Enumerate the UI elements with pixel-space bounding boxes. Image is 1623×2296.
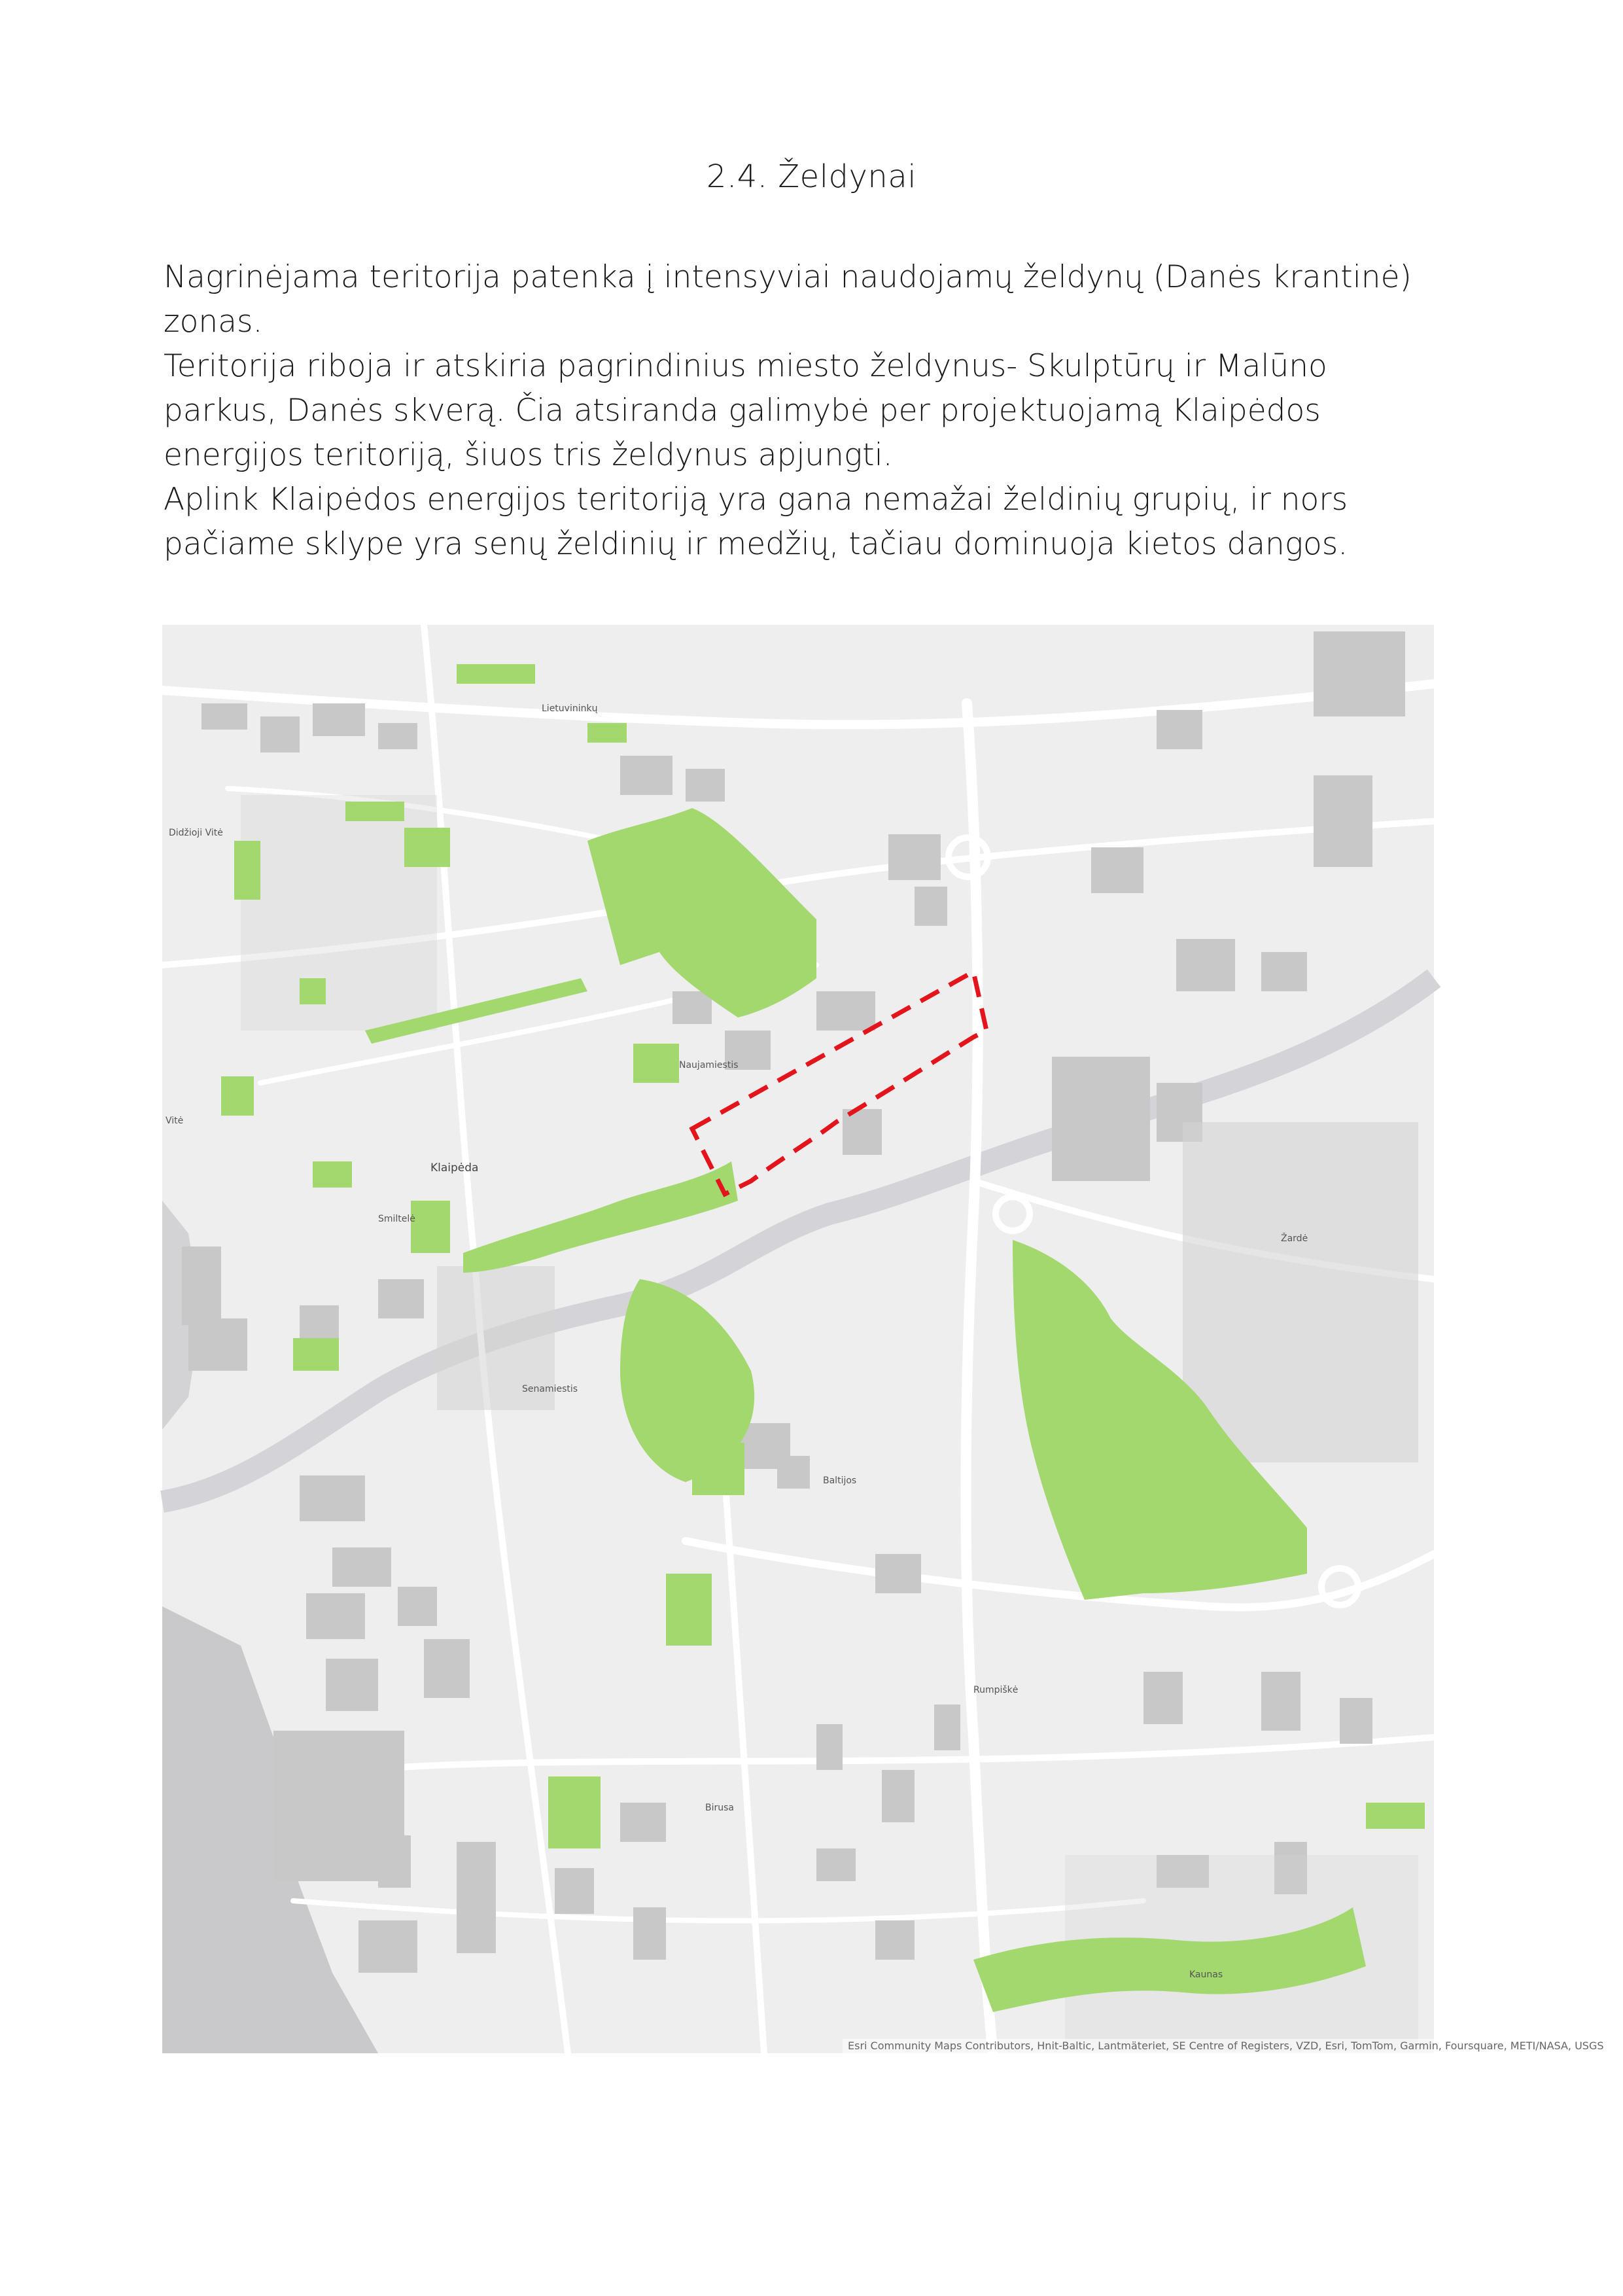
park-left-1 bbox=[234, 841, 260, 900]
paragraph-2: Teritorija riboja ir atskiria pagrindinius miesto želdynus- Skulptūrų ir Malūno parkus, Danės skverą. Čia atsiranda galimybė per projektuojamą Klaipėdos energijos teritoriją, šiuos tris želdynus apjungti. bbox=[164, 348, 1327, 473]
map-label-klaipeda: Klaipėda bbox=[430, 1161, 479, 1174]
map-label-vite-left: Vitė bbox=[166, 1116, 184, 1126]
map-label-baltijos: Baltijos bbox=[823, 1475, 857, 1486]
map-label-kaunas: Kaunas bbox=[1189, 1969, 1223, 1980]
park-mid-1 bbox=[633, 1044, 679, 1083]
park-mid-4 bbox=[666, 1574, 712, 1646]
roundabout-south bbox=[996, 1197, 1030, 1231]
map-label-zarde: Žardė bbox=[1281, 1233, 1308, 1244]
park-top-1 bbox=[457, 664, 535, 684]
park-left-3 bbox=[221, 1076, 254, 1116]
park-top-2 bbox=[587, 723, 627, 743]
map-label-birusa: Birusa bbox=[705, 1803, 734, 1813]
park-east-1 bbox=[1366, 1803, 1425, 1829]
map-label-vite-top: Didžioji Vitė bbox=[169, 828, 223, 838]
park-dane-bank bbox=[463, 1161, 738, 1273]
map-figure bbox=[162, 625, 1604, 2053]
park-top-3 bbox=[345, 802, 404, 821]
paragraph-3: Aplink Klaipėdos energijos teritoriją yra gana nemažai želdinių grupių, ir nors pačiame sklype yra senų želdinių ir medžių, tačiau dominuoja kietos dangos. bbox=[164, 482, 1348, 562]
map-canvas bbox=[162, 625, 1434, 2053]
park-left-4 bbox=[313, 1161, 352, 1188]
map-label-naujamiestis: Naujamiestis bbox=[679, 1060, 739, 1070]
park-mid-2 bbox=[293, 1338, 339, 1371]
park-left-2 bbox=[300, 978, 326, 1004]
paragraph-1: Nagrinėjama teritorija patenka į intensyviai naudojamų želdynų (Danės krantinė) zonas. bbox=[164, 259, 1412, 340]
map-label-lietuvininku: Lietuvininkų bbox=[542, 703, 598, 714]
park-skulpturu bbox=[587, 808, 816, 1017]
map-label-senamiestis: Senamiestis bbox=[522, 1384, 578, 1394]
body-text bbox=[164, 255, 1446, 567]
park-mid-5 bbox=[548, 1776, 601, 1848]
map-label-rumpiske: Rumpiškė bbox=[973, 1685, 1019, 1695]
map-attribution: Esri Community Maps Contributors, Hnit-Baltic, Lantmäteriet, SE Centre of Registers, VZD, Esri, TomTom, Garmin, Foursquare, METI/NASA, USGS bbox=[843, 2039, 1439, 2053]
section-heading: 2.4. Želdynai bbox=[706, 158, 917, 195]
park-top-4 bbox=[404, 828, 450, 867]
park-left-5 bbox=[411, 1201, 450, 1253]
map-label-smiltele: Smiltelė bbox=[378, 1214, 415, 1224]
park-mid-3 bbox=[692, 1443, 744, 1495]
